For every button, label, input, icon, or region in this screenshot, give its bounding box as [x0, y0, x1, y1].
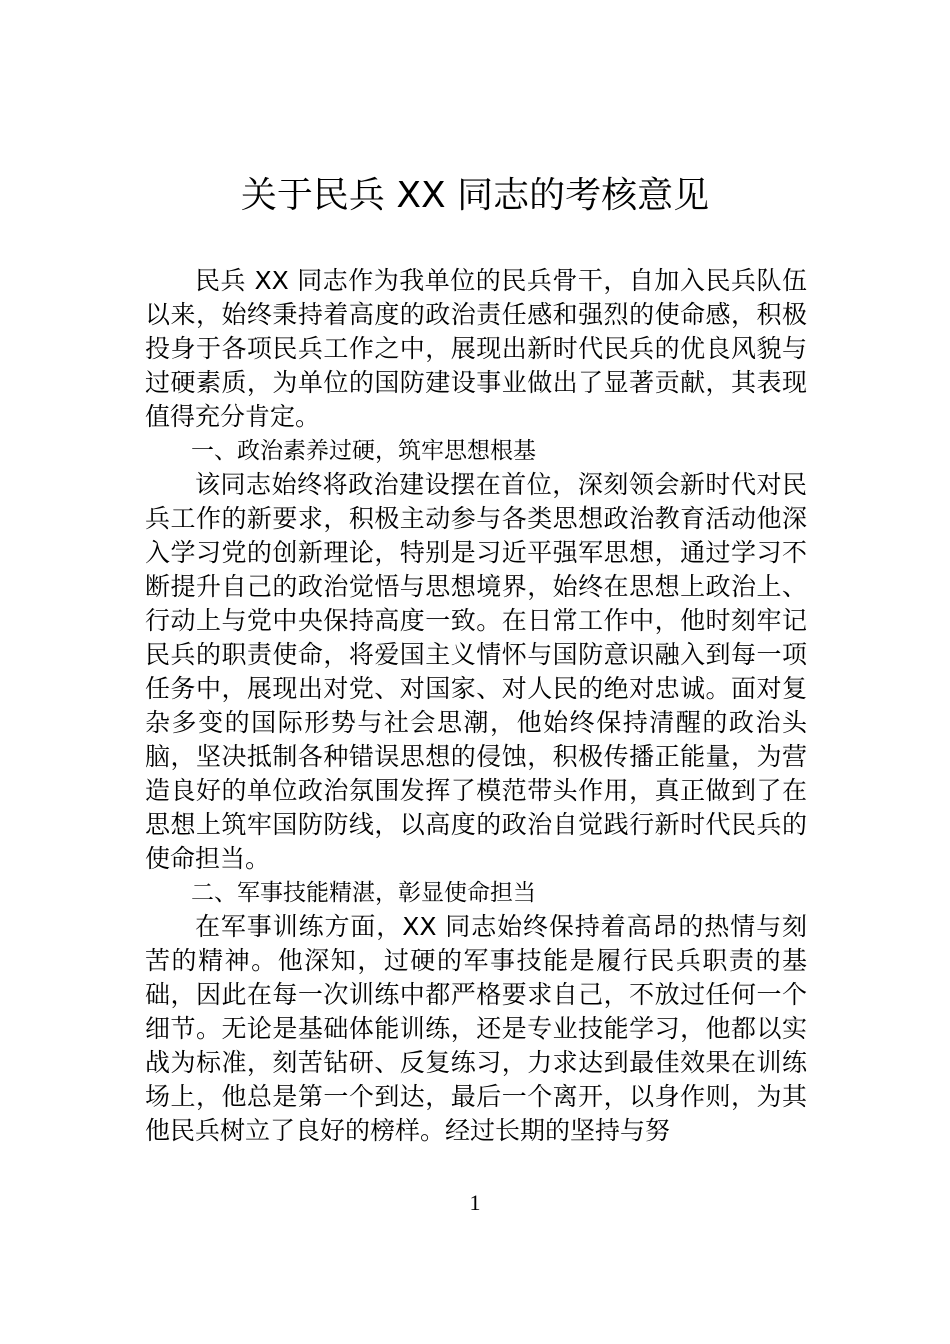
section-1-heading: 一、政治素养过硬，筑牢思想根基 — [191, 438, 536, 464]
section-2-heading: 二、军事技能精湛，彰显使命担当 — [191, 880, 536, 906]
intro-paragraph: 民兵 XX 同志作为我单位的民兵骨干，自加入民兵队伍以来，始终秉持着高度的政治责任感和强烈的使命感，积极投身于各项民兵工作之中，展现出新时代民兵的优良风貌与过硬素质，为单位的国防建设事业做出了显著贡献，其表现值得充分肯定。 — [145, 266, 807, 431]
page-number: 1 — [469, 1190, 481, 1215]
section-2-paragraph: 在军事训练方面，XX 同志始终保持着高昂的热情与刻苦的精神。他深知，过硬的军事技能是履行民兵职责的基础，因此在每一次训练中都严格要求自己，不放过任何一个细节。无论是基础体能训练，还是专业技能学习，他都以实战为标准，刻苦钻研、反复练习，力求达到最佳效果在训练场上，他总是第一个到达，最后一个离开，以身作则，为其他民兵树立了良好的榜样。经过长期的坚持与努 — [145, 912, 807, 1145]
document-title: 关于民兵 XX 同志的考核意见 — [240, 175, 710, 216]
section-1-paragraph: 该同志始终将政治建设摆在首位，深刻领会新时代对民兵工作的新要求，积极主动参与各类思想政治教育活动他深入学习党的创新理论，特别是习近平强军思想，通过学习不断提升自己的政治觉悟与思想境界，始终在思想上政治上、行动上与党中央保持高度一致。在日常工作中，他时刻牢记民兵的职责使命，将爱国主义情怀与国防意识融入到每一项任务中，展现出对党、对国家、对人民的绝对忠诚。面对复杂多变的国际形势与社会思潮，他始终保持清醒的政治头脑，坚决抵制各种错误思想的侵蚀，积极传播正能量，为营造良好的单位政治氛围发挥了模范带头作用，真正做到了在思想上筑牢国防防线，以高度的政治自觉践行新时代民兵的使命担当。 — [145, 470, 807, 873]
document-body — [145, 264, 807, 1148]
